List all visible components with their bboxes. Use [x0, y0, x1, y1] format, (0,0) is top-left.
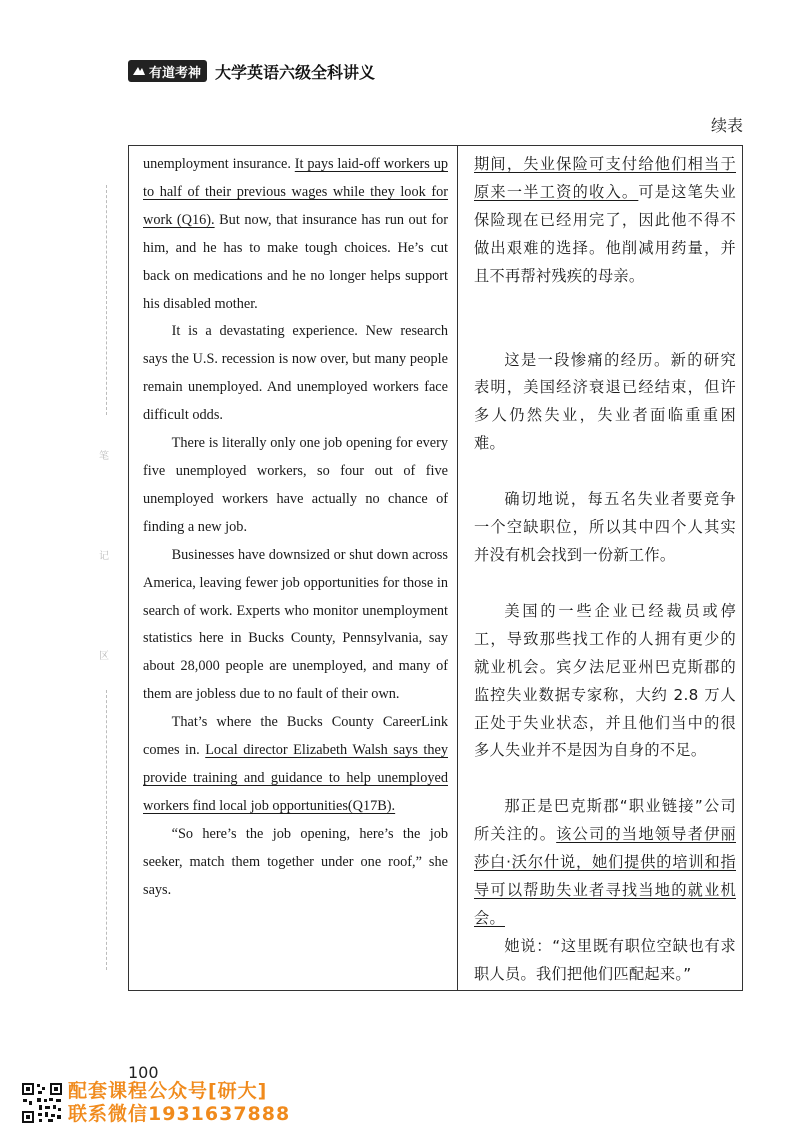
english-text: unemployment insurance. [143, 156, 295, 172]
chinese-text: 她说：“这里既有职位空缺也有求职人员。我们把他们匹配起来。” [474, 936, 736, 983]
margin-dash-top [106, 185, 108, 415]
english-text: That’s where the Bucks County CareerLink comes in. [143, 714, 448, 759]
chinese-text: 可是这笔失业保险现在已经用完了，因此他不得不做出艰难的选择。他削减用药量，并且不再帮衬残疾的母亲。 [474, 182, 736, 285]
page-number: 100 [128, 1063, 159, 1082]
translation-table [128, 145, 743, 991]
chinese-column [474, 151, 736, 989]
chinese-paragraph [474, 151, 736, 291]
chinese-paragraph [474, 347, 736, 459]
brand-logo-icon [132, 65, 146, 77]
brand-logo [128, 60, 207, 82]
chinese-underlined-text: 期间，失业保险可支付给他们相当于原来一半工资的收入。 [474, 155, 736, 201]
english-text: It is a devastating experience. New research says the U.S. recession is now over, but many people remain unemployed. And unemployed workers face difficult odds. [143, 323, 448, 424]
margin-note-1: 笔 [99, 451, 109, 462]
margin-note-3: 区 [99, 651, 109, 662]
english-underlined-text: It pays laid-off workers up to half of their previous wages while they look for work (Q16). [143, 156, 448, 228]
chinese-paragraph [474, 486, 736, 570]
promo-banner [20, 1078, 290, 1128]
brand-name: 有道考神 [149, 65, 202, 81]
promo-text [68, 1080, 290, 1126]
chinese-text: 美国的一些企业已经裁员或停工，导致那些找工作的人拥有更少的就业机会。宾夕法尼亚州巴克斯郡的监控失业数据专家称，大约 2.8 万人正处于失业状态，并且他们当中的很多人失业并不是因为自身的不足。 [474, 601, 736, 760]
english-text: Businesses have downsized or shut down across America, leaving fewer job opportunities for those in search of work. Experts who monitor unemployment statistics here in Bucks County, Pennsylvania, say about 28,000 people are unemployed, and many of them are jobless due to no fault of their own. [143, 546, 448, 703]
english-column [143, 151, 448, 904]
continued-label: 续表 [710, 116, 743, 135]
chinese-text: 那正是巴克斯郡“职业链接”公司所关注的。 [474, 797, 736, 844]
chinese-paragraph [474, 933, 736, 989]
english-paragraph [143, 542, 448, 709]
english-paragraph [143, 151, 448, 318]
english-paragraph [143, 318, 448, 430]
book-title: 大学英语六级全科讲义 [215, 62, 376, 82]
qr-code-icon [20, 1081, 64, 1125]
chinese-underlined-text: 该公司的当地领导者伊丽莎白·沃尔什说，她们提供的培训和指导可以帮助失业者寻找当地的就业机会。 [474, 825, 736, 927]
chinese-text: 确切地说，每五名失业者要竞争一个空缺职位，所以其中四个人其实并没有机会找到一份新工作。 [474, 490, 736, 564]
english-paragraph [143, 430, 448, 542]
page-header [128, 58, 375, 84]
english-text: But now, that insurance has run out for him, and he has to make tough choices. He’s cut back on medications and he no longer helps support his disabled mother. [143, 211, 448, 312]
english-text: There is literally only one job opening for every five unemployed workers, so four out of five unemployed workers have actually no chance of finding a new job. [143, 435, 448, 535]
margin-note-2: 记 [99, 551, 109, 562]
promo-line-1: 配套课程公众号[研大] [68, 1080, 268, 1102]
promo-line-2: 联系微信1931637888 [68, 1103, 291, 1125]
english-underlined-text: Local director Elizabeth Walsh says they provide training and guidance to help unemployed workers find local job opportunities(Q17B). [143, 742, 448, 814]
english-text: “So here’s the job opening, here’s the job seeker, match them together under one roof,” she says. [143, 825, 448, 898]
english-paragraph [143, 709, 448, 821]
column-divider [457, 146, 458, 990]
chinese-paragraph [474, 598, 736, 765]
chinese-text: 这是一段惨痛的经历。新的研究表明，美国经济衰退已经结束，但许多人仍然失业，失业者面临重重困难。 [474, 350, 736, 453]
chinese-paragraph [474, 793, 736, 933]
english-paragraph [143, 821, 448, 905]
margin-dash-bottom [106, 690, 108, 970]
